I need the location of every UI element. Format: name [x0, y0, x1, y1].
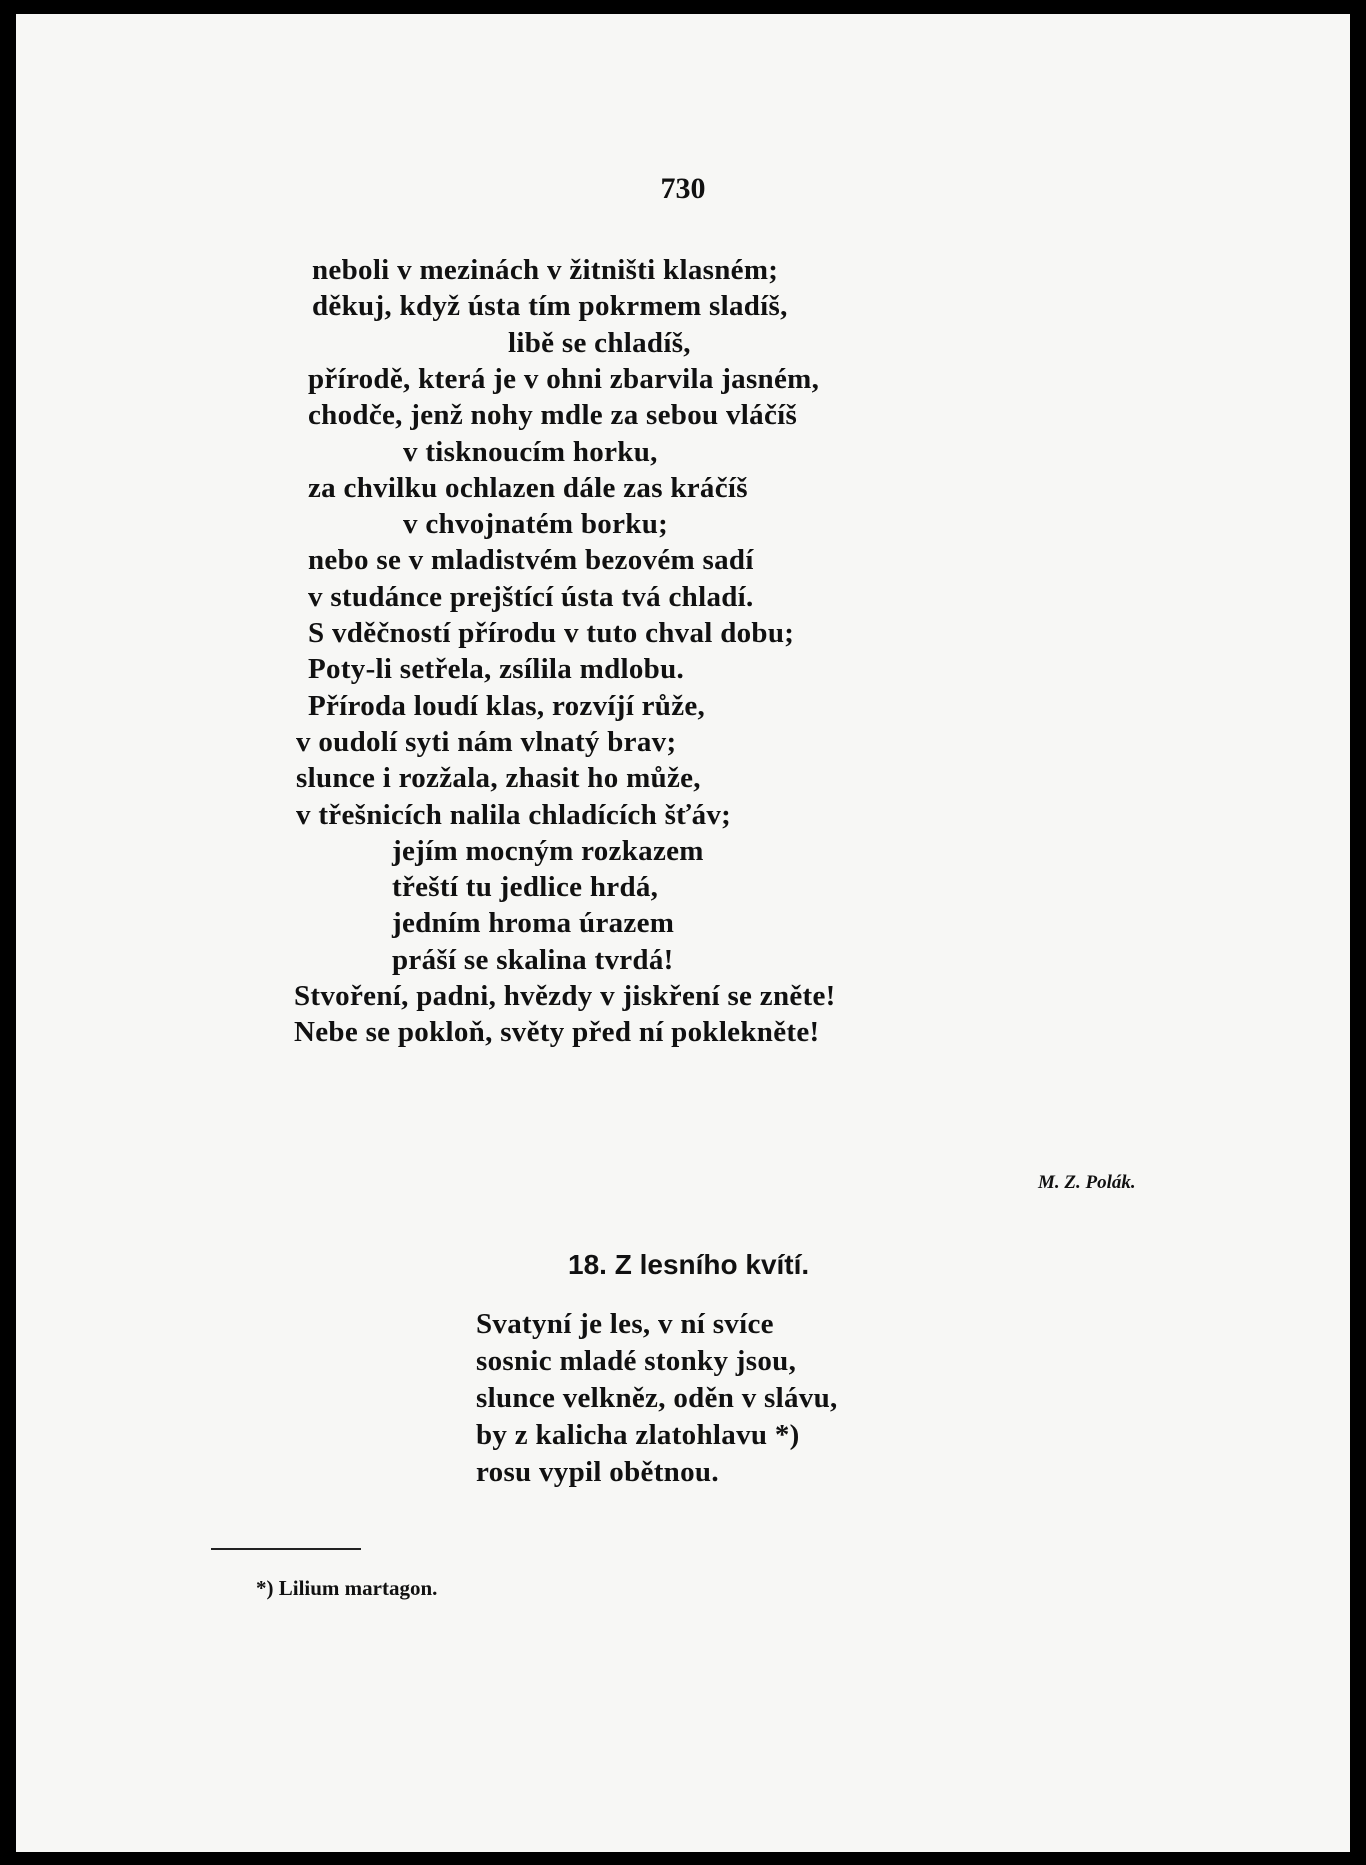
poem-line: děkuj, když ústa tím pokrmem sladíš, [312, 290, 788, 323]
stanza-line: Svatyní je les, v ní svíce [476, 1308, 774, 1340]
poem-line: Stvoření, padni, hvězdy v jiskření se zněte! [294, 980, 836, 1012]
poem-line: v studánce prejštící ústa tvá chladí. [308, 580, 754, 613]
poem-line: Příroda loudí klas, rozvíjí růže, [308, 689, 706, 722]
footnote-divider [211, 1548, 361, 1550]
poem-line: práší se skalina tvrdá! [392, 943, 674, 976]
poem-line: přírodě, která je v ohni zbarvila jasném, [308, 362, 820, 395]
poem-line: za chvilku ochlazen dále zas kráčíš [308, 471, 748, 504]
poem-line: Nebe se pokloň, světy před ní poklekněte! [294, 1016, 820, 1049]
poem-line: třeští tu jedlice hrdá, [392, 871, 659, 904]
book-page [16, 14, 1350, 1852]
footnote: *) Lilium martagon. [256, 1576, 438, 1600]
stanza-line: rosu vypil obětnou. [476, 1456, 719, 1488]
poem-line: chodče, jenž nohy mdle za sebou vláčíš [308, 399, 798, 432]
stanza-line: sosnic mladé stonky jsou, [476, 1345, 797, 1377]
poem-line: neboli v mezinách v žitništi klasném; [312, 254, 779, 286]
poem-line: jedním hroma úrazem [392, 907, 675, 940]
stanza-line: slunce velkněz, oděn v slávu, [476, 1382, 838, 1414]
poem-line: Poty-li setřela, zsílila mdlobu. [308, 653, 685, 686]
author-signature: M. Z. Polák. [1038, 1172, 1136, 1193]
poem-line: libě se chladíš, [508, 326, 691, 359]
poem-line: nebo se v mladistvém bezovém sadí [308, 544, 754, 577]
section-title: 18. Z lesního kvítí. [568, 1249, 810, 1280]
poem-line: S vděčností přírodu v tuto chval dobu; [308, 617, 795, 649]
page-number: 730 [660, 172, 706, 205]
poem-line: slunce i rozžala, zhasit ho může, [296, 762, 701, 795]
poem-line: v třešnicích nalila chladících šťáv; [296, 798, 732, 831]
poem-line: v oudolí syti nám vlnatý brav; [296, 725, 677, 758]
poem-line: v tisknoucím horku, [403, 435, 658, 468]
poem-line: v chvojnatém borku; [403, 508, 669, 541]
poem-line: jejím mocným rozkazem [392, 834, 704, 867]
stanza-line: by z kalicha zlatohlavu *) [476, 1419, 800, 1451]
